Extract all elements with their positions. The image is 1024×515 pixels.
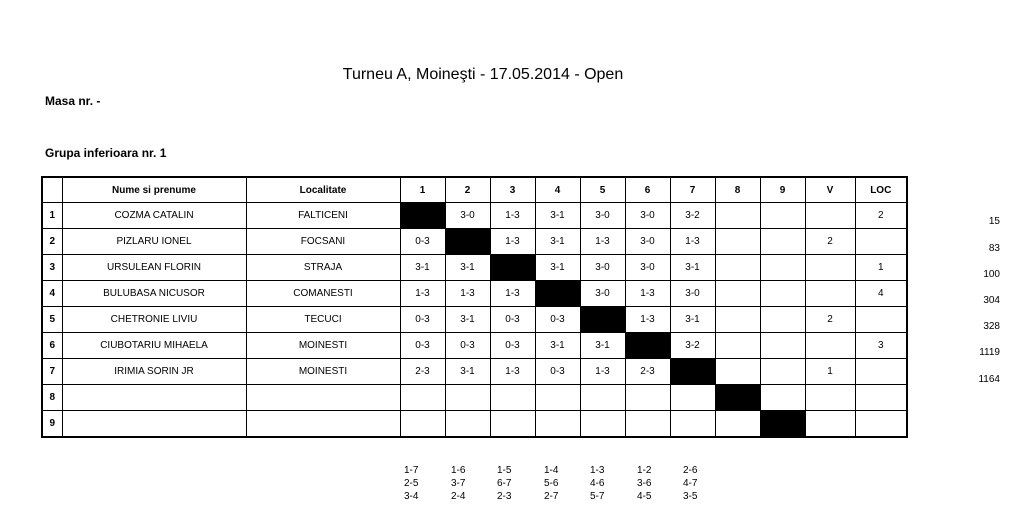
schedule-round xyxy=(497,464,527,503)
result-cell xyxy=(625,385,670,411)
victories-cell xyxy=(805,255,855,281)
result-cell: 3-1 xyxy=(535,229,580,255)
table-row xyxy=(42,307,907,333)
result-cell xyxy=(490,385,535,411)
result-cell: 1-3 xyxy=(580,229,625,255)
victories-cell xyxy=(805,411,855,438)
result-cell: 1-3 xyxy=(490,281,535,307)
result-cell xyxy=(715,411,760,438)
table-number-label: Masa nr. - xyxy=(45,94,101,108)
result-cell: 1-3 xyxy=(670,229,715,255)
schedule-match: 1-7 xyxy=(404,465,419,476)
place-cell xyxy=(855,359,907,385)
result-cell xyxy=(760,255,805,281)
diagonal-cell xyxy=(490,255,535,281)
victories-cell xyxy=(805,203,855,229)
schedule-round xyxy=(451,464,481,503)
diagonal-cell xyxy=(400,203,445,229)
schedule-match: 5-6 xyxy=(544,478,559,489)
schedule-match: 1-3 xyxy=(590,465,605,476)
diagonal-cell xyxy=(580,307,625,333)
row-number: 3 xyxy=(42,255,62,281)
place-cell xyxy=(855,411,907,438)
result-cell: 3-1 xyxy=(535,203,580,229)
rating-value: 328 xyxy=(983,321,1000,332)
result-cell: 3-1 xyxy=(400,255,445,281)
player-name: CHETRONIE LIVIU xyxy=(62,307,246,333)
result-cell: 3-1 xyxy=(445,307,490,333)
place-cell: 4 xyxy=(855,281,907,307)
victories-cell: 2 xyxy=(805,229,855,255)
table-row xyxy=(42,229,907,255)
place-cell xyxy=(855,307,907,333)
row-number: 4 xyxy=(42,281,62,307)
result-cell xyxy=(760,385,805,411)
diagonal-cell xyxy=(445,229,490,255)
victories-cell xyxy=(805,385,855,411)
schedule-match: 2-4 xyxy=(451,491,466,502)
schedule-match: 4-7 xyxy=(683,478,698,489)
result-cell: 1-3 xyxy=(400,281,445,307)
result-cell: 3-1 xyxy=(445,255,490,281)
diagonal-cell xyxy=(670,359,715,385)
schedule-round xyxy=(683,464,713,503)
result-cell xyxy=(580,385,625,411)
result-cell xyxy=(715,203,760,229)
row-number: 5 xyxy=(42,307,62,333)
header-col-2: 2 xyxy=(445,177,490,203)
place-cell xyxy=(855,385,907,411)
rating-value: 83 xyxy=(988,243,1000,254)
result-cell xyxy=(760,359,805,385)
result-cell xyxy=(760,203,805,229)
header-col-3: 3 xyxy=(490,177,535,203)
player-name xyxy=(62,385,246,411)
diagonal-cell xyxy=(760,411,805,438)
player-locality xyxy=(246,385,400,411)
header-locality: Localitate xyxy=(246,177,400,203)
player-locality xyxy=(246,411,400,438)
player-name: PIZLARU IONEL xyxy=(62,229,246,255)
result-cell: 3-1 xyxy=(580,333,625,359)
result-cell xyxy=(715,359,760,385)
result-cell xyxy=(670,385,715,411)
schedule-match: 4-6 xyxy=(590,478,605,489)
player-name: IRIMIA SORIN JR xyxy=(62,359,246,385)
player-name: BULUBASA NICUSOR xyxy=(62,281,246,307)
schedule-match: 1-5 xyxy=(497,465,512,476)
schedule-round xyxy=(637,464,667,503)
diagonal-cell xyxy=(715,385,760,411)
rating-value: 100 xyxy=(983,269,1000,280)
player-name xyxy=(62,411,246,438)
result-cell: 0-3 xyxy=(490,333,535,359)
result-cell: 3-2 xyxy=(670,203,715,229)
schedule-round xyxy=(590,464,620,503)
group-label: Grupa inferioara nr. 1 xyxy=(45,146,167,160)
header-col-8: 8 xyxy=(715,177,760,203)
result-cell xyxy=(760,229,805,255)
result-cell: 0-3 xyxy=(490,307,535,333)
results-table xyxy=(41,176,908,438)
result-cell xyxy=(580,411,625,438)
row-number: 8 xyxy=(42,385,62,411)
rating-value: 1164 xyxy=(978,374,1000,385)
result-cell: 3-0 xyxy=(580,203,625,229)
header-col-9: 9 xyxy=(760,177,805,203)
result-cell: 1-3 xyxy=(490,203,535,229)
table-row xyxy=(42,255,907,281)
result-cell xyxy=(715,307,760,333)
player-locality: STRAJA xyxy=(246,255,400,281)
table-row xyxy=(42,411,907,438)
schedule-match: 5-7 xyxy=(590,491,605,502)
result-cell xyxy=(535,411,580,438)
result-cell: 2-3 xyxy=(625,359,670,385)
result-cell xyxy=(400,385,445,411)
result-cell: 1-3 xyxy=(625,307,670,333)
schedule-match: 1-6 xyxy=(451,465,466,476)
page-title: Turneu A, Moineşti - 17.05.2014 - Open xyxy=(342,66,624,83)
header-col-7: 7 xyxy=(670,177,715,203)
player-name: URSULEAN FLORIN xyxy=(62,255,246,281)
schedule-round xyxy=(404,464,434,503)
result-cell: 0-3 xyxy=(445,333,490,359)
result-cell: 3-0 xyxy=(670,281,715,307)
place-cell: 1 xyxy=(855,255,907,281)
schedule-match: 2-6 xyxy=(683,465,698,476)
result-cell xyxy=(400,411,445,438)
player-locality: TECUCI xyxy=(246,307,400,333)
header-col-6: 6 xyxy=(625,177,670,203)
schedule-match: 3-5 xyxy=(683,491,698,502)
player-name: CIUBOTARIU MIHAELA xyxy=(62,333,246,359)
result-cell xyxy=(535,385,580,411)
header-row xyxy=(42,177,907,203)
header-place: LOC xyxy=(855,177,907,203)
rating-value: 304 xyxy=(983,295,1000,306)
result-cell: 3-0 xyxy=(580,255,625,281)
result-cell: 1-3 xyxy=(445,281,490,307)
result-cell: 1-3 xyxy=(625,281,670,307)
player-name: COZMA CATALIN xyxy=(62,203,246,229)
header-victories: V xyxy=(805,177,855,203)
header-col-4: 4 xyxy=(535,177,580,203)
result-cell: 0-3 xyxy=(535,307,580,333)
table-row xyxy=(42,281,907,307)
result-cell: 0-3 xyxy=(400,307,445,333)
row-number: 7 xyxy=(42,359,62,385)
victories-cell xyxy=(805,281,855,307)
schedule-match: 1-4 xyxy=(544,465,559,476)
result-cell: 0-3 xyxy=(400,229,445,255)
result-cell: 3-1 xyxy=(535,333,580,359)
schedule-match: 2-3 xyxy=(497,491,512,502)
result-cell: 0-3 xyxy=(535,359,580,385)
victories-cell xyxy=(805,333,855,359)
table-row xyxy=(42,385,907,411)
victories-cell: 1 xyxy=(805,359,855,385)
table-row xyxy=(42,359,907,385)
player-locality: MOINESTI xyxy=(246,333,400,359)
result-cell: 3-1 xyxy=(670,307,715,333)
row-number: 9 xyxy=(42,411,62,438)
header-col-1: 1 xyxy=(400,177,445,203)
result-cell: 3-0 xyxy=(625,229,670,255)
header-nr xyxy=(42,177,62,203)
schedule-match: 3-4 xyxy=(404,491,419,502)
result-cell xyxy=(715,229,760,255)
result-cell xyxy=(670,411,715,438)
row-number: 1 xyxy=(42,203,62,229)
place-cell xyxy=(855,229,907,255)
schedule-match: 1-2 xyxy=(637,465,652,476)
schedule-match: 2-7 xyxy=(544,491,559,502)
player-locality: MOINESTI xyxy=(246,359,400,385)
schedule-match: 2-5 xyxy=(404,478,419,489)
result-cell: 2-3 xyxy=(400,359,445,385)
result-cell: 3-1 xyxy=(670,255,715,281)
header-col-5: 5 xyxy=(580,177,625,203)
result-cell: 1-3 xyxy=(490,229,535,255)
result-cell xyxy=(445,385,490,411)
result-cell: 3-0 xyxy=(445,203,490,229)
result-cell: 3-1 xyxy=(535,255,580,281)
result-cell xyxy=(760,307,805,333)
result-cell xyxy=(760,333,805,359)
player-locality: FOCSANI xyxy=(246,229,400,255)
player-locality: FALTICENI xyxy=(246,203,400,229)
result-cell: 1-3 xyxy=(490,359,535,385)
result-cell: 3-0 xyxy=(625,255,670,281)
result-cell: 3-2 xyxy=(670,333,715,359)
schedule-match: 3-6 xyxy=(637,478,652,489)
row-number: 6 xyxy=(42,333,62,359)
player-locality: COMANESTI xyxy=(246,281,400,307)
place-cell: 3 xyxy=(855,333,907,359)
result-cell: 3-0 xyxy=(625,203,670,229)
diagonal-cell xyxy=(535,281,580,307)
schedule-match: 3-7 xyxy=(451,478,466,489)
result-cell xyxy=(760,281,805,307)
result-cell: 1-3 xyxy=(580,359,625,385)
table-row xyxy=(42,333,907,359)
result-cell: 3-0 xyxy=(580,281,625,307)
place-cell: 2 xyxy=(855,203,907,229)
rating-value: 15 xyxy=(988,216,1000,227)
header-name: Nume si prenume xyxy=(62,177,246,203)
result-cell xyxy=(490,411,535,438)
result-cell: 3-1 xyxy=(445,359,490,385)
result-cell xyxy=(445,411,490,438)
result-cell xyxy=(715,333,760,359)
schedule-match: 6-7 xyxy=(497,478,512,489)
schedule-match: 4-5 xyxy=(637,491,652,502)
result-cell xyxy=(715,281,760,307)
result-cell xyxy=(625,411,670,438)
result-cell: 0-3 xyxy=(400,333,445,359)
rating-value: 1119 xyxy=(979,347,1000,358)
result-cell xyxy=(715,255,760,281)
victories-cell: 2 xyxy=(805,307,855,333)
table-row xyxy=(42,203,907,229)
schedule-round xyxy=(544,464,574,503)
row-number: 2 xyxy=(42,229,62,255)
diagonal-cell xyxy=(625,333,670,359)
